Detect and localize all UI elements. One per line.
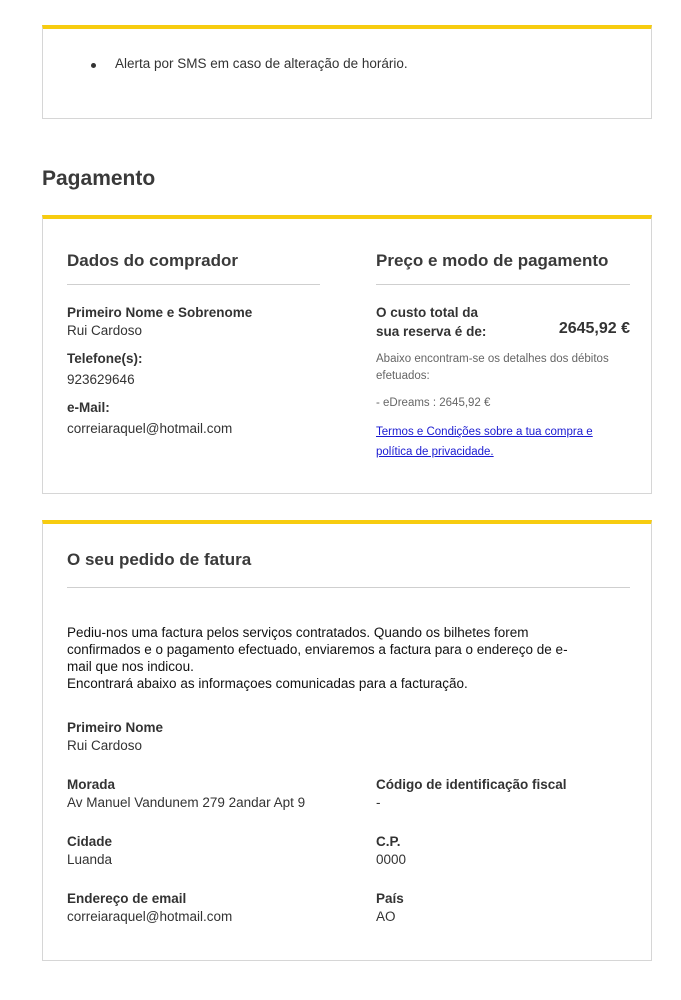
invoice-heading: O seu pedido de fatura bbox=[67, 550, 252, 569]
buyer-phone-value: 923629646 bbox=[67, 372, 135, 387]
invoice-paragraph-line2: confirmados e o pagamento efectuado, enviaremos a factura para o endereço de e- bbox=[67, 642, 568, 657]
price-column bbox=[376, 250, 630, 462]
alert-item-sms: Alerta por SMS em caso de alteração de horário. bbox=[91, 56, 408, 71]
alerts-card bbox=[42, 25, 652, 119]
invoice-country-value: AO bbox=[376, 909, 396, 924]
total-row bbox=[376, 303, 630, 341]
terms-link-line1: Termos e Condições sobre a tua compra e bbox=[376, 426, 593, 438]
invoice-postal-value: 0000 bbox=[376, 852, 407, 867]
debit-line: - eDreams : 2645,92 € bbox=[376, 397, 491, 409]
invoice-email-value: correiaraquel@hotmail.com bbox=[67, 909, 233, 924]
alerts-list bbox=[91, 56, 408, 71]
invoice-tax-id-value: - bbox=[376, 795, 381, 810]
terms-link[interactable] bbox=[376, 422, 630, 462]
total-label-line2: sua reserva é de: bbox=[376, 324, 487, 339]
total-value: 2645,92 € bbox=[558, 320, 630, 337]
invoice-paragraph-line4: Encontrará abaixo as informaçoes comunicadas para a facturação. bbox=[67, 676, 468, 691]
invoice-first-name-label: Primeiro Nome bbox=[67, 720, 164, 735]
buyer-email-value: correiaraquel@hotmail.com bbox=[67, 421, 233, 436]
buyer-email-label: e-Mail: bbox=[67, 400, 110, 415]
invoice-address bbox=[67, 776, 367, 812]
invoice-card bbox=[42, 520, 652, 961]
buyer-phone-label: Telefone(s): bbox=[67, 351, 143, 366]
invoice-city-label: Cidade bbox=[67, 834, 113, 849]
invoice-email bbox=[67, 890, 320, 926]
buyer-column bbox=[67, 250, 320, 438]
invoice-paragraph bbox=[67, 624, 637, 692]
invoice-header bbox=[67, 549, 630, 588]
debit-details-note: Abaixo encontram-se os detalhes dos débitos efetuados: bbox=[376, 353, 609, 382]
buyer-name-label: Primeiro Nome e Sobrenome bbox=[67, 305, 253, 320]
payment-card bbox=[42, 215, 652, 494]
invoice-address-label: Morada bbox=[67, 777, 116, 792]
invoice-country bbox=[376, 890, 630, 926]
invoice-postal-label: C.P. bbox=[376, 834, 401, 849]
invoice-email-label: Endereço de email bbox=[67, 891, 187, 906]
total-label-line1: O custo total da bbox=[376, 305, 479, 320]
invoice-paragraph-line3: mail que nos indicou. bbox=[67, 659, 194, 674]
invoice-paragraph-line1: Pediu-nos uma factura pelos serviços contratados. Quando os bilhetes forem bbox=[67, 625, 529, 640]
invoice-first-name bbox=[67, 719, 320, 755]
invoice-first-name-value: Rui Cardoso bbox=[67, 738, 143, 753]
invoice-divider bbox=[67, 587, 630, 588]
invoice-address-value: Av Manuel Vandunem 279 2andar Apt 9 bbox=[67, 795, 306, 810]
invoice-tax-id bbox=[376, 776, 630, 812]
invoice-postal bbox=[376, 833, 630, 869]
invoice-city bbox=[67, 833, 320, 869]
buyer-name-value: Rui Cardoso bbox=[67, 323, 143, 338]
price-heading: Preço e modo de pagamento bbox=[376, 251, 609, 270]
buyer-heading: Dados do comprador bbox=[67, 251, 238, 270]
invoice-city-value: Luanda bbox=[67, 852, 113, 867]
payment-section-title: Pagamento bbox=[42, 167, 156, 190]
invoice-tax-id-label: Código de identificação fiscal bbox=[376, 777, 567, 792]
buyer-divider bbox=[67, 284, 320, 285]
terms-link-line2: política de privacidade. bbox=[376, 446, 494, 458]
invoice-country-label: País bbox=[376, 891, 404, 906]
price-divider bbox=[376, 284, 630, 285]
